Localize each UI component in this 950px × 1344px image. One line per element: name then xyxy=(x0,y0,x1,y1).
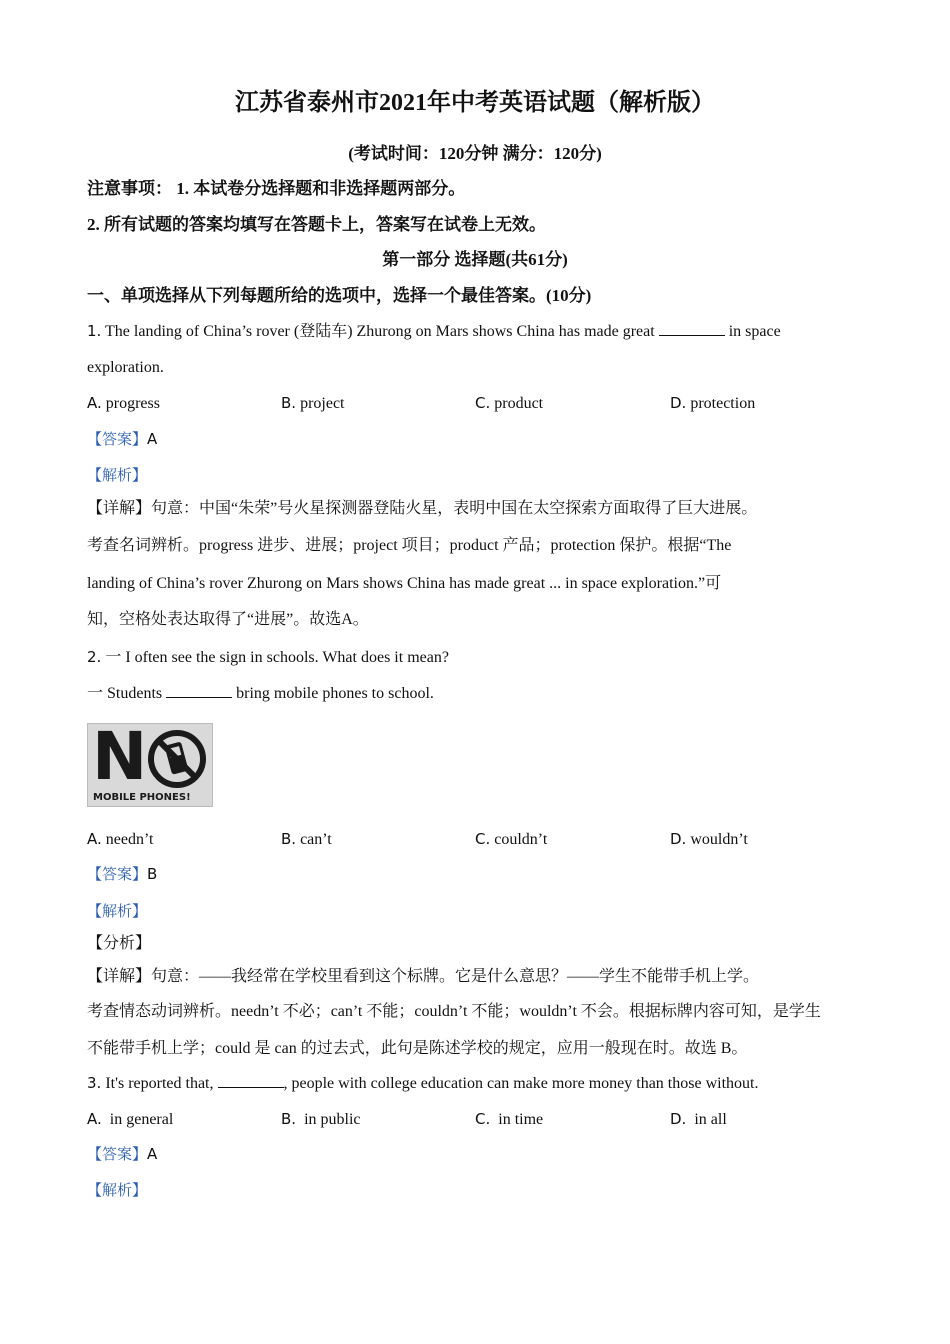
notice-line-1 xyxy=(87,179,465,199)
option-text: product xyxy=(494,395,544,412)
q2-analysis-tag xyxy=(87,901,147,922)
option-letter: B. xyxy=(281,1110,297,1128)
no-mobile-phones-sign xyxy=(87,723,213,807)
q1-option-a xyxy=(87,393,160,414)
page-title: 江苏省泰州市2021年中考英语试题（解析版） xyxy=(235,90,715,116)
q3-option-d xyxy=(670,1109,727,1130)
question-number: 1. xyxy=(87,322,102,340)
detail-text: 句意：中国“朱荣”号火星探测器登陆火星，表明中国在太空探索方面取得了巨大进展。 xyxy=(151,500,758,517)
q2-option-d xyxy=(670,829,748,850)
detail-tag: 【详解】 xyxy=(87,500,152,517)
q2-explanation-1: 考查情态动词辨析。needn’t 不必；can’t 不能；couldn’t 不能；wouldn’t 不会。根据标牌内容可知，是学生 xyxy=(87,1003,821,1020)
question-text: 一 Students xyxy=(87,685,163,702)
answer-tag: 【答案】 xyxy=(87,865,148,883)
option-text: in general xyxy=(109,1111,174,1128)
q3-answer xyxy=(87,1144,157,1165)
answer-value: A xyxy=(147,1145,158,1163)
q1-explanation-3: 知，空格处表达取得了“进展”。故选A。 xyxy=(87,611,369,628)
question-2-stem-cont xyxy=(87,683,434,704)
question-3-stem xyxy=(87,1073,758,1094)
q3-analysis-tag xyxy=(87,1180,147,1201)
notice-label: 注意事项： xyxy=(87,179,172,198)
option-text: progress xyxy=(105,395,160,412)
q3-option-c xyxy=(475,1109,543,1130)
q2-option-c xyxy=(475,829,547,850)
q1-explanation-1: 考查名词辨析。progress 进步、进展；project 项目；product 产品；protection 保护。根据“The xyxy=(87,537,732,554)
q2-answer xyxy=(87,864,157,885)
answer-blank xyxy=(659,321,725,336)
detail-text: 句意：——我经常在学校里看到这个标牌。它是什么意思？——学生不能带手机上学。 xyxy=(151,968,760,985)
q2-detail xyxy=(87,967,759,987)
option-letter: C. xyxy=(475,394,491,412)
option-text: can’t xyxy=(300,831,332,848)
question-number: 3. xyxy=(87,1074,102,1092)
question-text: , people with college education can make more money than those without. xyxy=(283,1075,759,1092)
option-text: in public xyxy=(304,1111,361,1128)
question-text: 一 I often see the sign in schools. What does it mean? xyxy=(105,649,449,666)
answer-tag: 【答案】 xyxy=(87,1145,148,1163)
option-text: in all xyxy=(694,1111,727,1128)
option-letter: B. xyxy=(281,830,297,848)
option-text: protection xyxy=(690,395,756,412)
answer-blank xyxy=(166,683,232,698)
analysis-tag: 【解析】 xyxy=(87,1181,148,1199)
analysis-tag: 【解析】 xyxy=(87,902,148,920)
q1-option-b xyxy=(281,393,344,414)
question-text: It's reported that, xyxy=(105,1075,214,1092)
q3-option-b xyxy=(281,1109,361,1130)
q2-fenxi-tag: 【分析】 xyxy=(87,935,152,952)
option-letter: D. xyxy=(670,830,687,848)
detail-tag: 【详解】 xyxy=(87,968,152,985)
question-1-stem-cont: exploration. xyxy=(87,359,164,376)
option-text: project xyxy=(300,395,345,412)
option-letter: A. xyxy=(87,1110,102,1128)
option-letter: A. xyxy=(87,394,102,412)
answer-value: A xyxy=(147,430,158,448)
q1-answer xyxy=(87,429,157,450)
question-1-stem xyxy=(87,321,781,342)
question-text: in space xyxy=(728,323,781,340)
notice-item-1: 1. 本试卷分选择题和非选择题两部分。 xyxy=(176,179,466,198)
q1-detail xyxy=(87,499,757,519)
question-number: 2. xyxy=(87,648,102,666)
answer-tag: 【答案】 xyxy=(87,430,148,448)
option-text: in time xyxy=(498,1111,544,1128)
question-text: The landing of China’s rover (登陆车) Zhurong on Mars shows China has made great xyxy=(105,323,655,340)
q2-option-b xyxy=(281,829,332,850)
option-text: couldn’t xyxy=(494,831,548,848)
option-text: needn’t xyxy=(105,831,154,848)
section-title: 一、单项选择从下列每题所给的选项中，选择一个最佳答案。(10分) xyxy=(87,286,592,305)
notice-item-2: 2. 所有试题的答案均填写在答题卡上，答案写在试卷上无效。 xyxy=(87,215,546,234)
q1-analysis-tag xyxy=(87,465,147,486)
q1-explanation-2: landing of China’s rover Zhurong on Mars shows China has made great ... in space exploration.”可 xyxy=(87,575,722,592)
q1-option-d xyxy=(670,393,755,414)
question-2-stem xyxy=(87,647,449,668)
q2-explanation-2: 不能带手机上学；could 是 can 的过去式，此句是陈述学校的规定，应用一般现在时。故选 B。 xyxy=(87,1040,748,1057)
part-title: 第一部分 选择题(共61分) xyxy=(382,250,568,269)
option-letter: B. xyxy=(281,394,297,412)
option-letter: A. xyxy=(87,830,102,848)
option-letter: C. xyxy=(475,1110,491,1128)
no-phone-icon xyxy=(146,728,208,790)
sign-text: MOBILE PHONES! xyxy=(93,792,191,803)
option-letter: D. xyxy=(670,394,687,412)
q3-option-a xyxy=(87,1109,173,1130)
exam-info: (考试时间：120分钟 满分：120分) xyxy=(348,144,602,163)
answer-value: B xyxy=(147,865,158,883)
answer-blank xyxy=(218,1073,284,1088)
option-letter: C. xyxy=(475,830,491,848)
q2-option-a xyxy=(87,829,153,850)
q1-option-c xyxy=(475,393,543,414)
option-letter: D. xyxy=(670,1110,687,1128)
sign-letter: N xyxy=(92,723,144,795)
option-text: wouldn’t xyxy=(690,831,748,848)
question-text: bring mobile phones to school. xyxy=(236,685,434,702)
analysis-tag: 【解析】 xyxy=(87,466,148,484)
